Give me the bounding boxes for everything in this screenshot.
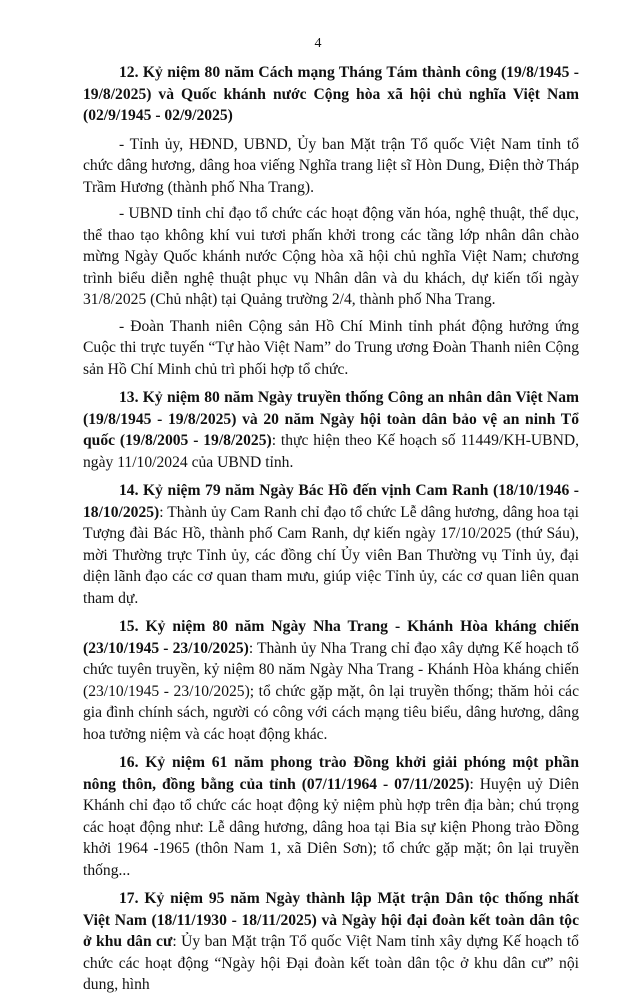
section-15	[83, 616, 579, 745]
page-number: 4	[314, 36, 322, 51]
section-heading-text: 14. Kỷ niệm 79 năm Ngày Bác Hồ đến vịnh Cam Ranh (18/10/1946 - 18/10/2025)	[83, 482, 579, 521]
section-17	[83, 888, 579, 996]
section-12-paragraph-2: - UBND tỉnh chỉ đạo tổ chức các hoạt động văn hóa, nghệ thuật, thể dục, thể thao tạo không khí vui tươi phấn khởi trong các tầng lớp nhân dân chào mừng Ngày Quốc khánh nước Cộng hòa xã hội chủ nghĩa Việt Nam; chương trình biểu diễn nghệ thuật phục vụ Nhân dân và du khách, dự kiến tối ngày 31/8/2025 (Chủ nhật) tại Quảng trường 2/4, thành phố Nha Trang.	[83, 205, 579, 308]
section-body-text: : thực hiện theo Kế hoạch số 11449/KH-UBND, ngày 11/10/2024 của UBND tỉnh.	[83, 432, 579, 471]
section-body-text: : Thành ủy Nha Trang chỉ đạo xây dựng Kế hoạch tổ chức tuyên truyền, kỷ niệm 80 năm Ngày Nha Trang - Khánh Hòa kháng chiến (23/10/1945 - 23/10/2025); tổ chức gặp mặt, ôn lại truyền thống; thăm hỏi các gia đình chính sách, người có công với cách mạng tiêu biểu, dâng hương, dâng hoa tưởng niệm và các hoạt động khác.	[83, 639, 579, 743]
section-13	[83, 387, 579, 473]
section-heading-text: 13. Kỷ niệm 80 năm Ngày truyền thống Công an nhân dân Việt Nam (19/8/1945 - 19/8/2025) và 20 năm Ngày hội toàn dân bảo vệ an ninh Tổ quốc (19/8/2005 - 19/8/2025)	[83, 389, 579, 449]
section-body-text: : Thành ủy Cam Ranh chỉ đạo tổ chức Lễ dâng hương, dâng hoa tại Tượng đài Bác Hồ, thành phố Cam Ranh, dự kiến ngày 17/10/2025 (thứ Sáu), mời Thường trực Tỉnh ủy, các đồng chí Ủy viên Ban Thường vụ Tỉnh ủy, đại diện lãnh đạo các cơ quan tham mưu, giúp việc Tỉnh ủy, các cơ quan liên quan tham dự.	[83, 503, 579, 607]
section-14	[83, 480, 579, 609]
section-16	[83, 752, 579, 881]
section-12-paragraph-3: - Đoàn Thanh niên Cộng sản Hồ Chí Minh tỉnh phát động hưởng ứng Cuộc thi trực tuyến “Tự hào Việt Nam” do Trung ương Đoàn Thanh niên Cộng sản Hồ Chí Minh chủ trì phối hợp tổ chức.	[83, 317, 579, 378]
document-body	[83, 62, 579, 1003]
section-heading-text: 15. Kỷ niệm 80 năm Ngày Nha Trang - Khánh Hòa kháng chiến (23/10/1945 - 23/10/2025)	[83, 618, 579, 657]
section-12-paragraph-1: - Tỉnh ủy, HĐND, UBND, Ủy ban Mặt trận Tổ quốc Việt Nam tỉnh tổ chức dâng hương, dâng hoa viếng Nghĩa trang liệt sĩ Hòn Dung, Điện thờ Tháp Trầm Hương (thành phố Nha Trang).	[83, 135, 579, 196]
section-body-text: : Ủy ban Mặt trận Tổ quốc Việt Nam tỉnh xây dựng Kế hoạch tổ chức các hoạt động “Ngày hội Đại đoàn kết toàn dân tộc ở khu dân cư” nội dung, hình	[83, 933, 579, 993]
section-12-heading	[83, 62, 579, 127]
section-heading-text: 16. Kỷ niệm 61 năm phong trào Đồng khởi giải phóng một phần nông thôn, đồng bằng của tỉnh (07/11/1964 - 07/11/2025)	[83, 754, 579, 793]
section-heading-text: 17. Kỷ niệm 95 năm Ngày thành lập Mặt trận Dân tộc thống nhất Việt Nam (18/11/1930 - 18/11/2025) và Ngày hội đại đoàn kết toàn dân tộc ở khu dân cư	[83, 890, 579, 950]
section-body-text: : Huyện uỷ Diên Khánh chỉ đạo tổ chức các hoạt động kỷ niệm phù hợp trên địa bàn; chú trọng các hoạt động như: Lễ dâng hương, dâng hoa tại Bia sự kiện Phong trào Đồng khởi 1964 -1965 (thôn Nam 1, xã Diên Sơn); tổ chức gặp mặt; ôn lại truyền thống...	[83, 775, 579, 879]
section-heading-text: 12. Kỷ niệm 80 năm Cách mạng Tháng Tám thành công (19/8/1945 - 19/8/2025) và Quốc khánh nước Cộng hòa xã hội chủ nghĩa Việt Nam (02/9/1945 - 02/9/2025)	[83, 64, 579, 124]
